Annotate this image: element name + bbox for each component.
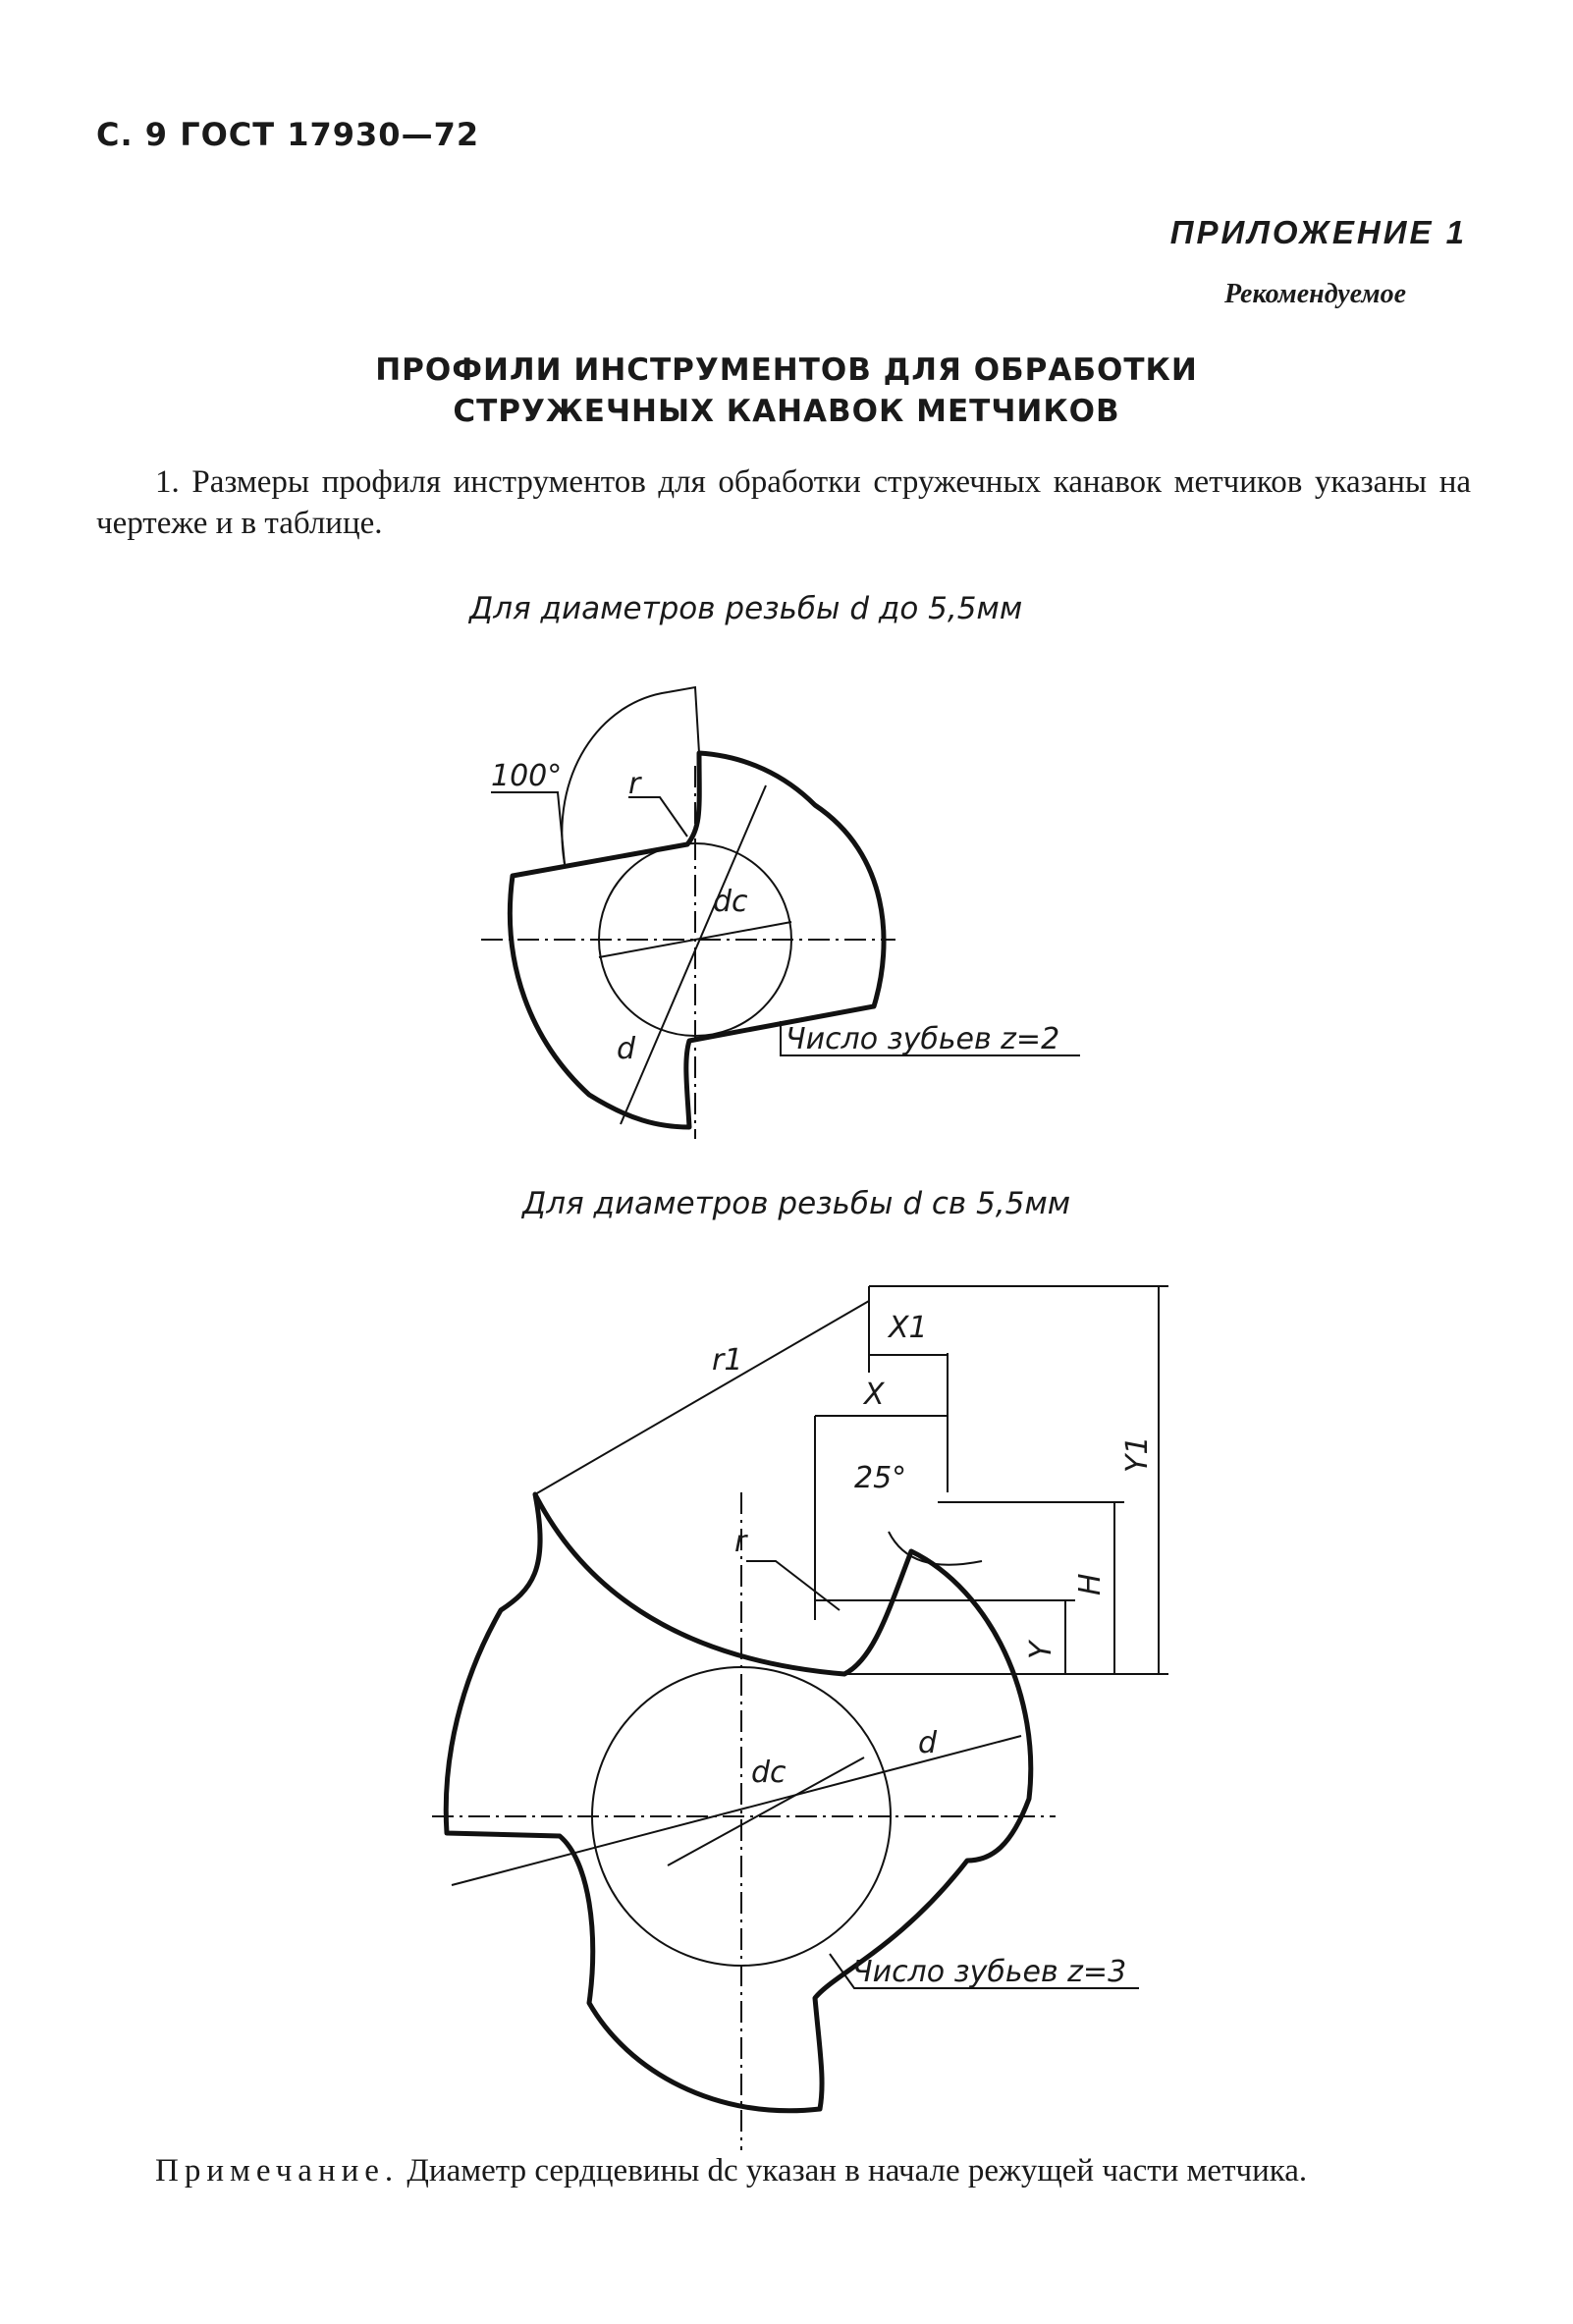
fig1-angle-pointer: [491, 792, 565, 864]
fig1-angle-label: 100°: [491, 759, 563, 793]
figure-1-caption: Для диаметров резьбы d до 5,5мм: [469, 591, 1023, 626]
appendix-status: Рекомендуемое: [1223, 279, 1406, 309]
fig2-x1-label: X1: [889, 1311, 928, 1345]
title-line-2: СТРУЖЕЧНЫХ КАНАВОК МЕТЧИКОВ: [453, 394, 1120, 429]
figure-2-caption: Для диаметров резьбы d св 5,5мм: [522, 1186, 1071, 1221]
fig1-core-circle: [599, 843, 791, 1036]
fig2-h-label: H: [1073, 1573, 1108, 1595]
fig2-dc-line: [668, 1757, 864, 1865]
fig2-radius-label: r: [734, 1525, 747, 1559]
fig1-teeth-label: Число зубьев z=2: [786, 1022, 1060, 1056]
fig2-dc-label: dc: [751, 1756, 786, 1790]
fig1-angle-arc: [562, 692, 668, 864]
note-lead: Примечание.: [155, 2153, 400, 2189]
fig1-r-leader: [628, 797, 687, 837]
fig1-dc-line: [599, 922, 791, 957]
fig2-r-leader: [746, 1561, 840, 1610]
fig2-y-label: Y: [1024, 1641, 1058, 1659]
fig1-radius-label: r: [628, 767, 641, 801]
fig2-r1-label: r1: [712, 1343, 743, 1378]
fig1-angle-leader: [668, 687, 699, 753]
fig2-x-label: X: [864, 1378, 885, 1412]
fig1-profile-outline: [510, 753, 884, 1127]
paragraph-1: 1. Размеры профиля инструментов для обработки стружечных канавок метчиков указаны на чертеже и в таблице.: [96, 464, 1471, 541]
fig2-y1-label: Y1: [1120, 1435, 1155, 1473]
fig2-r1-line: [535, 1301, 869, 1494]
fig2-teeth-leader: [830, 1954, 1139, 1988]
fig2-core-circle: [592, 1667, 891, 1966]
note-paragraph: [96, 2150, 1471, 2191]
fig2-angle-arc: [889, 1532, 982, 1565]
fig1-d-line: [621, 785, 766, 1124]
fig1-teeth-leader: [781, 1021, 1080, 1055]
fig2-d-label: d: [918, 1726, 938, 1760]
fig2-angle-label: 25°: [854, 1461, 907, 1495]
note-text: Диаметр сердцевины dc указан в начале режущей части метчика.: [407, 2153, 1308, 2189]
fig1-d-label: d: [617, 1032, 636, 1066]
fig2-profile-outline: [446, 1494, 1031, 2111]
title-line-1: ПРОФИЛИ ИНСТРУМЕНТОВ ДЛЯ ОБРАБОТКИ: [375, 352, 1198, 388]
fig2-teeth-label: Число зубьев z=3: [852, 1955, 1127, 1989]
document-title: [0, 350, 1573, 432]
fig1-dc-label: dc: [713, 885, 748, 919]
page-header: С. 9 ГОСТ 17930—72: [96, 116, 480, 153]
fig2-d-line: [452, 1736, 1021, 1885]
appendix-label: ПРИЛОЖЕНИЕ 1: [1169, 214, 1467, 250]
